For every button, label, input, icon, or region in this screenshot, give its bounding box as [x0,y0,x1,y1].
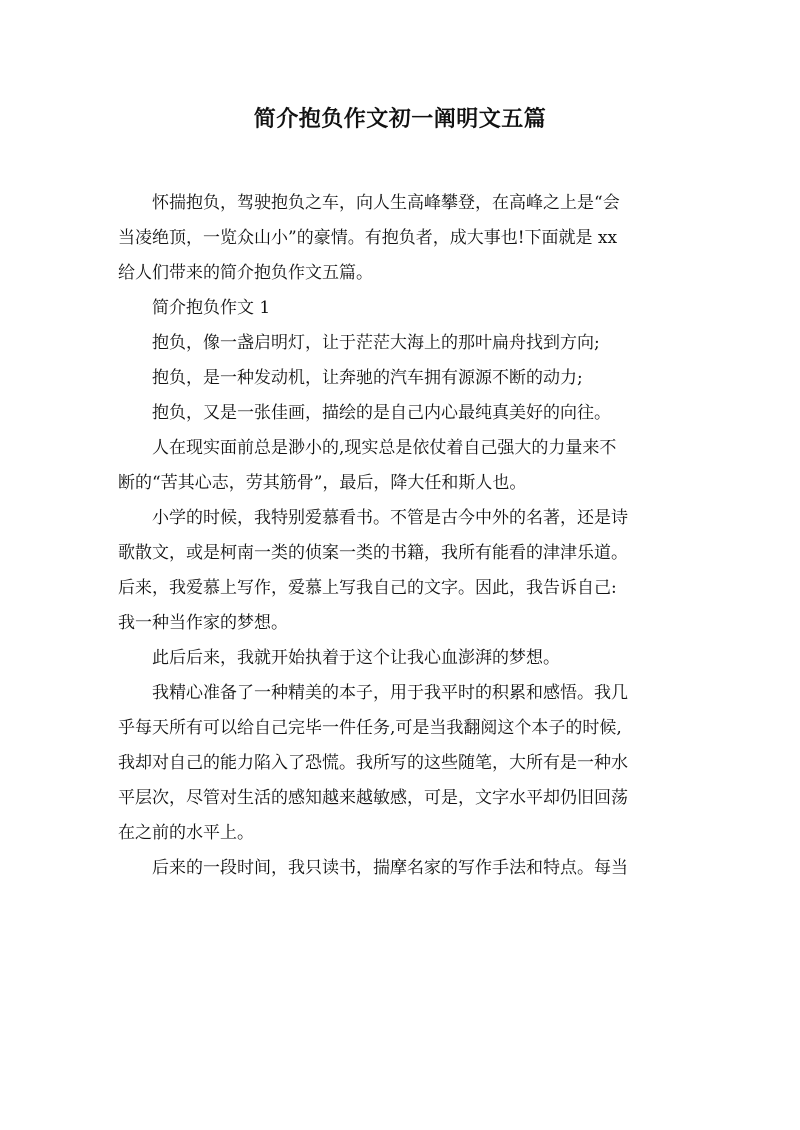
text-line: 平层次，尽管对生活的感知越来越敏感，可是，文字水平却仍旧回荡 [118,788,628,808]
text-line: 我精心准备了一种精美的本子，用于我平时的积累和感悟。我几 [152,683,628,703]
text-line: 后来，我爱慕上写作，爱慕上写我自己的文字。因此，我告诉自己: [118,578,617,598]
text-line: 断的“苦其心志，劳其筋骨”，最后，降大任和斯人也。 [118,473,527,493]
paragraph [118,361,682,396]
section-heading [118,291,682,326]
paragraph [118,676,682,851]
paragraph [118,431,682,501]
text-line: 人在现实面前总是渺小的,现实总是依仗着自己强大的力量来不 [152,438,617,458]
text-line: 简介抱负作文 1 [152,298,271,318]
text-line: 抱负，是一种发动机，让奔驰的汽车拥有源源不断的动力; [152,368,583,388]
paragraph [118,326,682,361]
text-line: 抱负，又是一张佳画，描绘的是自己内心最纯真美好的向往。 [152,403,611,423]
paragraph [118,641,682,676]
text-line: 歌散文，或是柯南一类的侦案一类的书籍，我所有能看的津津乐道。 [118,543,628,563]
text-line: 抱负，像一盏启明灯，让于茫茫大海上的那叶扁舟找到方向; [152,333,600,353]
text-line: 我却对自己的能力陷入了恐慌。我所写的这些随笔，大所有是一种水 [118,753,628,773]
text-line: 乎每天所有可以给自己完毕一件任务,可是当我翻阅这个本子的时候, [118,718,622,738]
paragraph [118,851,682,886]
text-line: 我一种当作家的梦想。 [118,613,288,633]
text-line: 在之前的水平上。 [118,823,254,843]
text-line: 小学的时候，我特别爱慕看书。不管是古今中外的名著，还是诗 [152,508,628,528]
text-line: 后来的一段时间，我只读书，揣摩名家的写作手法和特点。每当 [152,858,628,878]
document-title: 简介抱负作文初一阐明文五篇 [253,106,547,132]
text-line: 此后后来，我就开始执着于这个让我心血澎湃的梦想。 [152,648,560,668]
paragraph [118,501,682,641]
text-line: 怀揣抱负，驾驶抱负之车，向人生高峰攀登，在高峰之上是“会 [152,193,620,213]
paragraph [118,186,682,291]
text-line: 给人们带来的简介抱负作文五篇。 [118,263,373,283]
document-body [118,186,682,886]
paragraph [118,396,682,431]
text-line: 当凌绝顶，一览众山小”的豪情。有抱负者，成大事也!下面就是 xx [118,228,618,248]
